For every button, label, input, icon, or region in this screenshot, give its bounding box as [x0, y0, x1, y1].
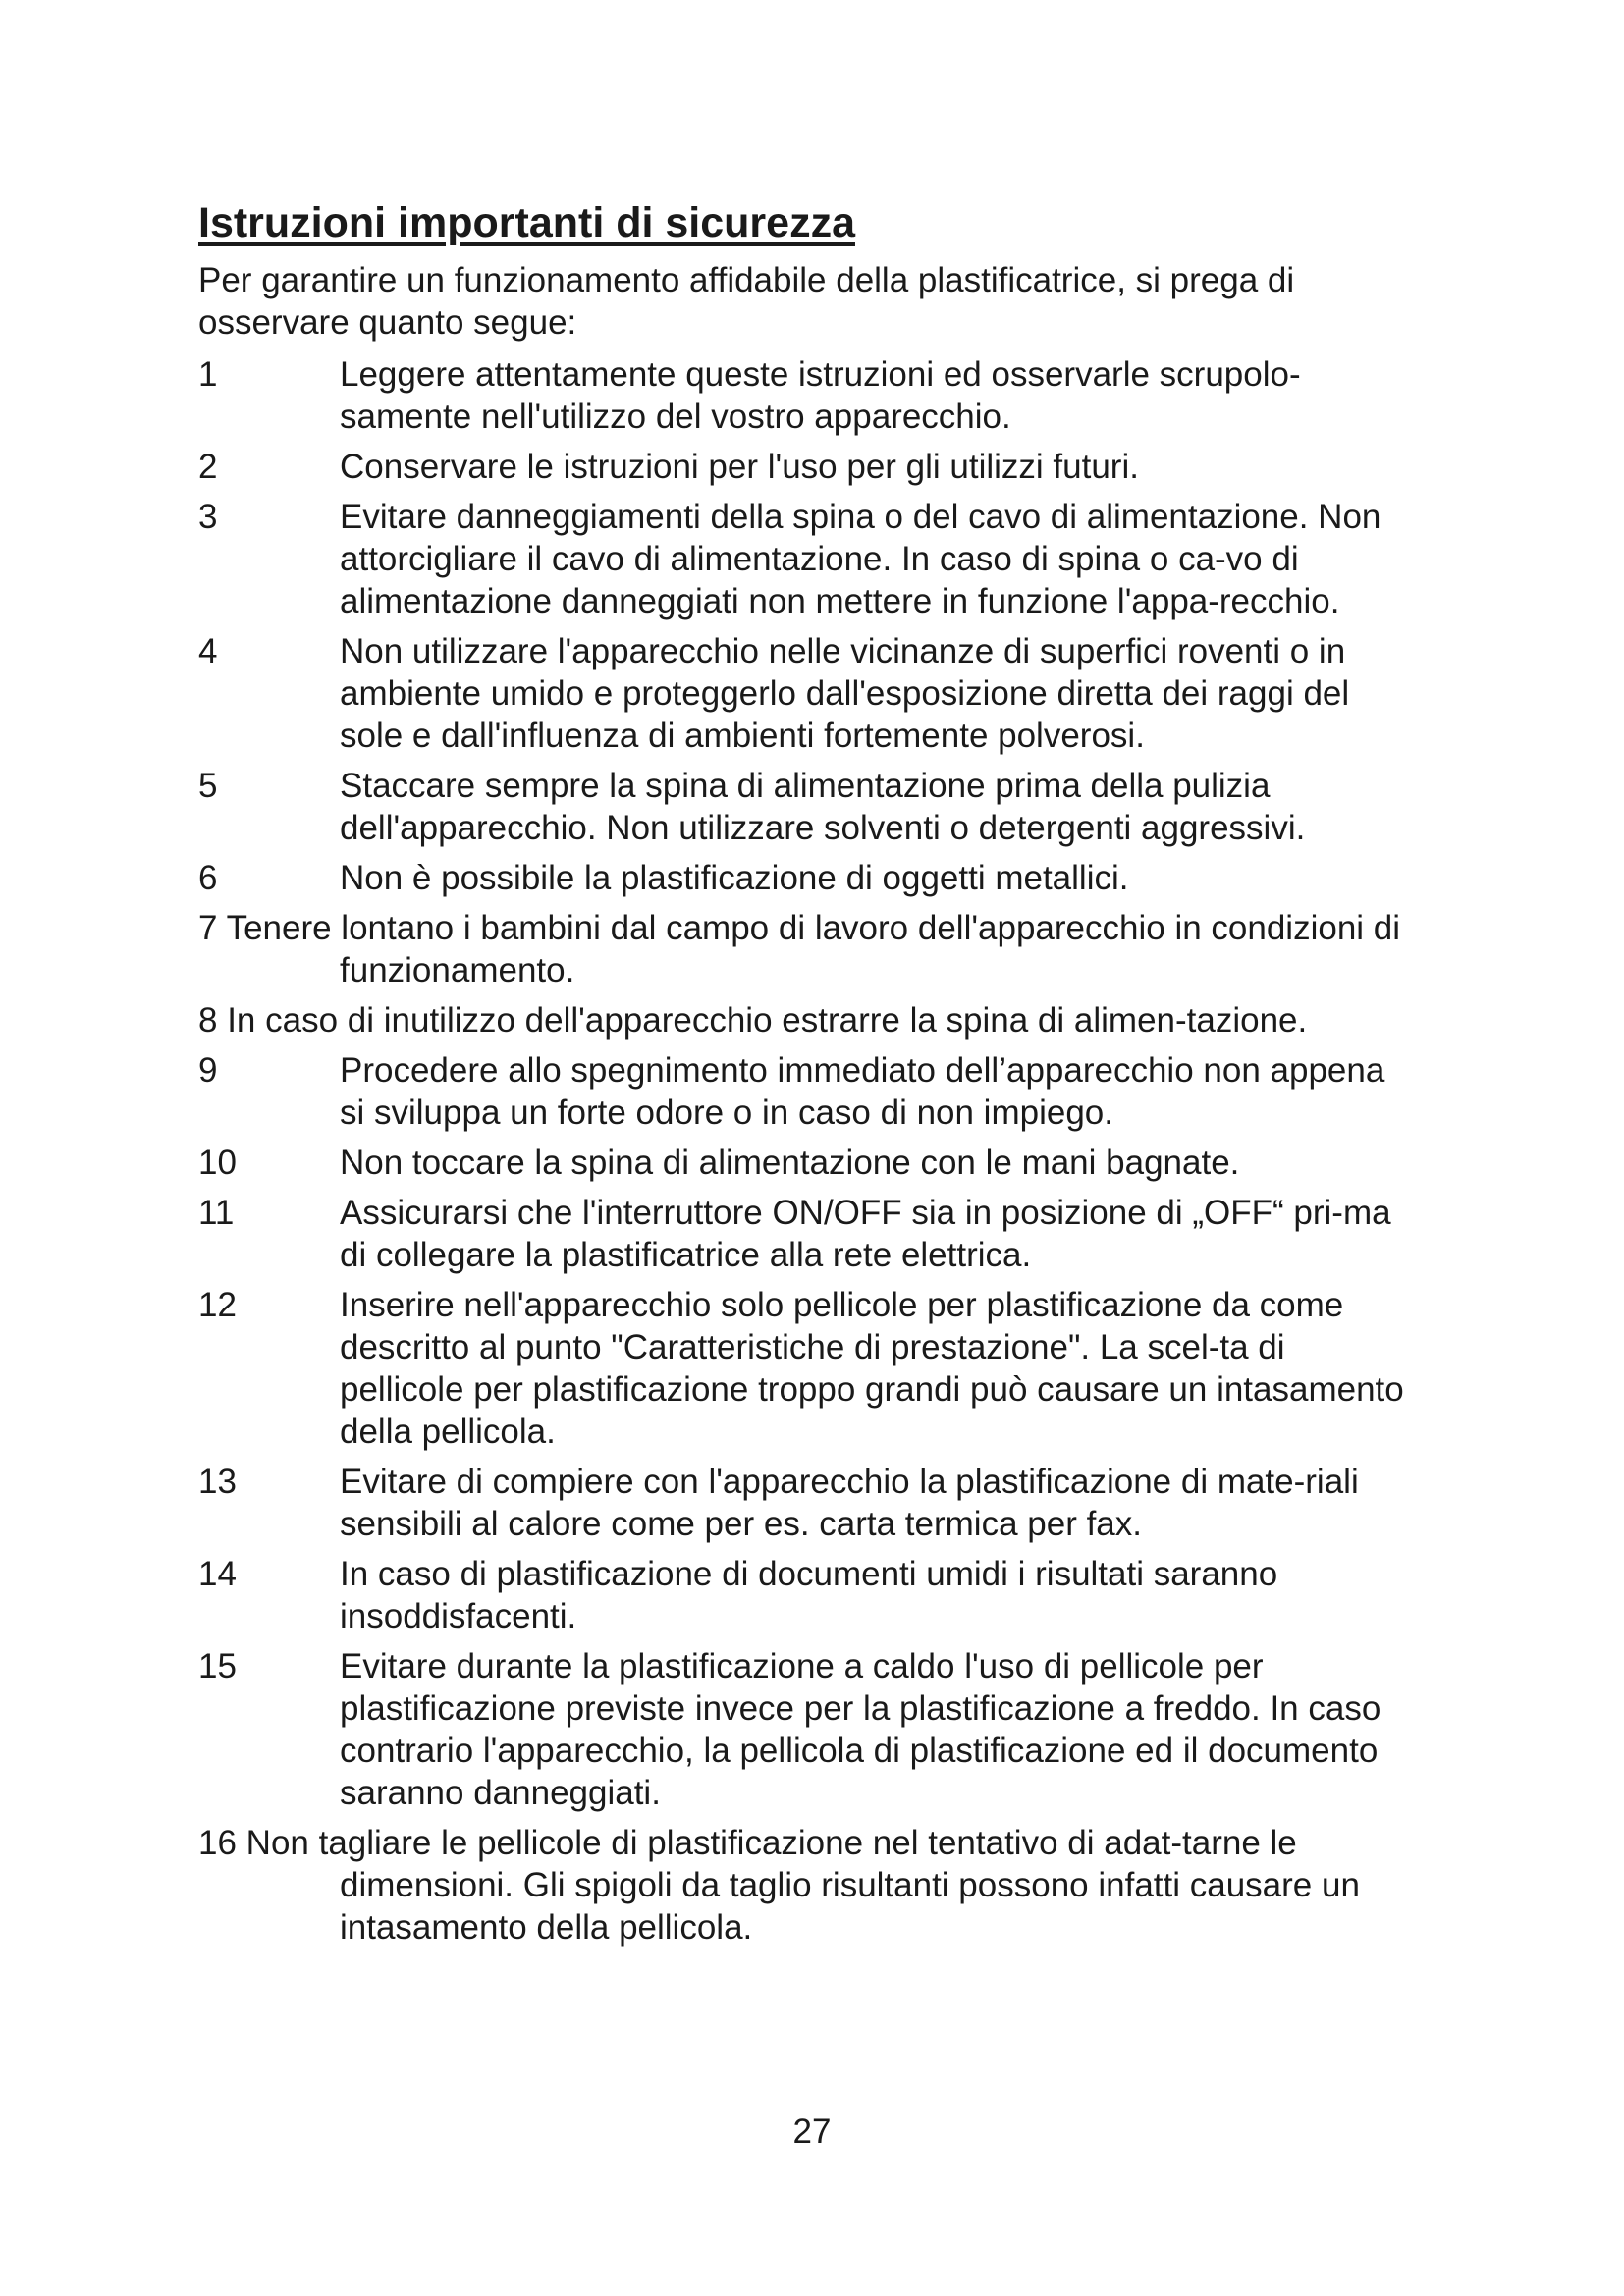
list-item: [198, 1645, 1416, 1814]
list-item: [198, 907, 1416, 991]
item-text: Inserire nell'apparecchio solo pellicole per plastificazione da come descritto al punto "Caratteristiche di prestazione". La scel-ta di pellicole per plastificazione troppo grandi può causare un intasamento della pellicola.: [340, 1286, 1404, 1451]
item-text: Non è possibile la plastificazione di oggetti metallici.: [340, 859, 1129, 897]
list-item: [198, 630, 1416, 757]
item-text: Tenere lontano i bambini dal campo di lavoro dell'apparecchio in condizioni di funzionamento.: [226, 909, 1401, 989]
list-item: [198, 1049, 1416, 1134]
list-item: [198, 765, 1416, 849]
item-number: 9: [198, 1051, 218, 1090]
list-item: [198, 1822, 1416, 1949]
item-number: 11: [198, 1194, 235, 1232]
item-text: Non toccare la spina di alimentazione con le mani bagnate.: [340, 1144, 1240, 1182]
item-text: In caso di plastificazione di documenti umidi i risultati saranno insoddisfacenti.: [340, 1555, 1278, 1635]
list-item: [198, 446, 1416, 488]
item-number: 16: [198, 1824, 237, 1862]
list-item: [198, 1461, 1416, 1545]
item-number: 2: [198, 448, 218, 486]
item-text: Evitare danneggiamenti della spina o del cavo di alimentazione. Non attorcigliare il cavo di alimentazione. In caso di spina o ca-vo di alimentazione danneggiati non mettere in funzione l'appa-recchio.: [340, 498, 1381, 620]
intro-paragraph: Per garantire un funzionamento affidabile della plastificatrice, si prega di osservare quanto segue:: [198, 261, 1295, 342]
item-text: Leggere attentamente queste istruzioni ed osservarle scrupolo-samente nell'utilizzo del vostro apparecchio.: [340, 355, 1301, 436]
item-number: 13: [198, 1463, 237, 1501]
item-text: Staccare sempre la spina di alimentazione prima della pulizia dell'apparecchio. Non utilizzare solventi o detergenti aggressivi.: [340, 767, 1306, 847]
item-text: Non tagliare le pellicole di plastificazione nel tentativo di adat-tarne le dimensioni. Gli spigoli da taglio risultanti possono infatti causare un intasamento della pellicola.: [245, 1824, 1360, 1947]
item-number: 15: [198, 1647, 237, 1685]
list-item: [198, 496, 1416, 622]
item-text: Procedere allo spegnimento immediato dell’apparecchio non appena si sviluppa un forte odore o in caso di non impiego.: [340, 1051, 1385, 1132]
item-number: 14: [198, 1555, 237, 1593]
item-number: 1: [198, 355, 218, 394]
item-number: 10: [198, 1144, 237, 1182]
list-item: [198, 1142, 1416, 1184]
page-title: Istruzioni importanti di sicurezza: [198, 199, 855, 246]
page-number: 27: [792, 2112, 832, 2151]
list-item: [198, 353, 1416, 438]
list-item: [198, 999, 1416, 1041]
item-number: 7: [198, 909, 218, 947]
item-number: 4: [198, 632, 218, 670]
item-number: 12: [198, 1286, 237, 1324]
item-number: 6: [198, 859, 218, 897]
item-text: Evitare di compiere con l'apparecchio la plastificazione di mate-riali sensibili al calore come per es. carta termica per fax.: [340, 1463, 1359, 1543]
list-item: [198, 1192, 1416, 1276]
list-item: [198, 1553, 1416, 1637]
item-text: Evitare durante la plastificazione a caldo l'uso di pellicole per plastificazione previste invece per la plastificazione a freddo. In caso contrario l'apparecchio, la pellicola di plastificazione ed il documento saranno danneggiati.: [340, 1647, 1381, 1812]
list-item: [198, 1284, 1416, 1453]
item-number: 3: [198, 498, 218, 536]
item-text: In caso di inutilizzo dell'apparecchio estrarre la spina di alimen-tazione.: [227, 1001, 1308, 1040]
item-number: 5: [198, 767, 218, 805]
document-page: [198, 192, 1416, 1956]
item-number: 8: [198, 1001, 218, 1040]
list-item: [198, 857, 1416, 899]
item-text: Non utilizzare l'apparecchio nelle vicinanze di superfici roventi o in ambiente umido e proteggerlo dall'esposizione diretta dei raggi del sole e dall'influenza di ambienti fortemente polverosi.: [340, 632, 1350, 755]
item-text: Assicurarsi che l'interruttore ON/OFF sia in posizione di „OFF“ pri-ma di collegare la plastificatrice alla rete elettrica.: [340, 1194, 1391, 1274]
item-text: Conservare le istruzioni per l'uso per gli utilizzi futuri.: [340, 448, 1139, 486]
